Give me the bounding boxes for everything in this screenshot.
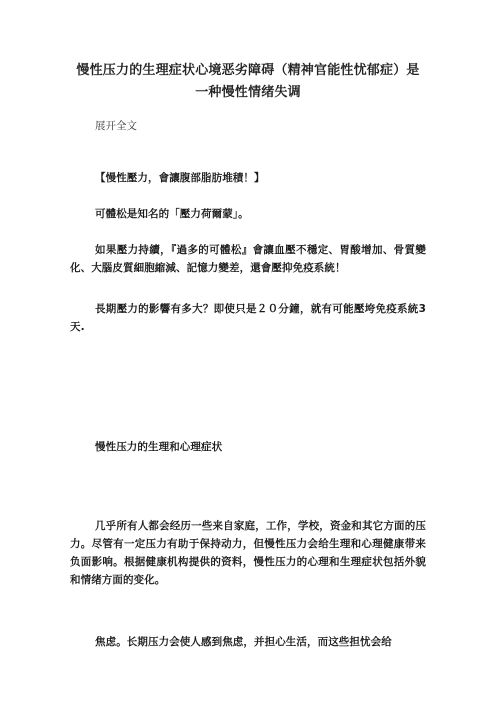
paragraph-4: 長期壓力的影響有多大？即使只是２０分鐘，就有可能壓垮免疫系統3天. xyxy=(70,303,426,333)
document-title: 慢性压力的生理症状心境恶劣障碍（精神官能性忧郁症）是一种慢性情绪失调 xyxy=(76,63,420,100)
section-heading: 慢性压力的生理和心理症状 xyxy=(95,441,223,453)
expand-full-text-link[interactable]: 展开全文 xyxy=(95,120,137,132)
paragraph-1: 【慢性壓力，會讓腹部脂肪堆積！】 xyxy=(95,172,265,184)
paragraph-3: 如果壓力持續，『過多的可體松』會讓血壓不穩定、胃酸增加、骨質變化、大腦皮質細胞縮減、記憶力變差，還會壓抑免疫系統！ xyxy=(70,244,426,274)
paragraph-7: 焦虑。长期压力会使人感到焦虑，并担心生活，而这些担忧会给 xyxy=(95,636,392,648)
paragraph-6: 几乎所有人都会经历一些来自家庭，工作，学校，资金和其它方面的压力。尽管有一定压力有助于保持动力，但慢性压力会给生理和心理健康带来负面影响。根据健康机构提供的资料，慢性压力的心理和生理症状包括外貌和情绪方面的变化。 xyxy=(70,520,426,586)
paragraph-2: 可體松是知名的「壓力荷爾蒙」。 xyxy=(95,208,249,220)
